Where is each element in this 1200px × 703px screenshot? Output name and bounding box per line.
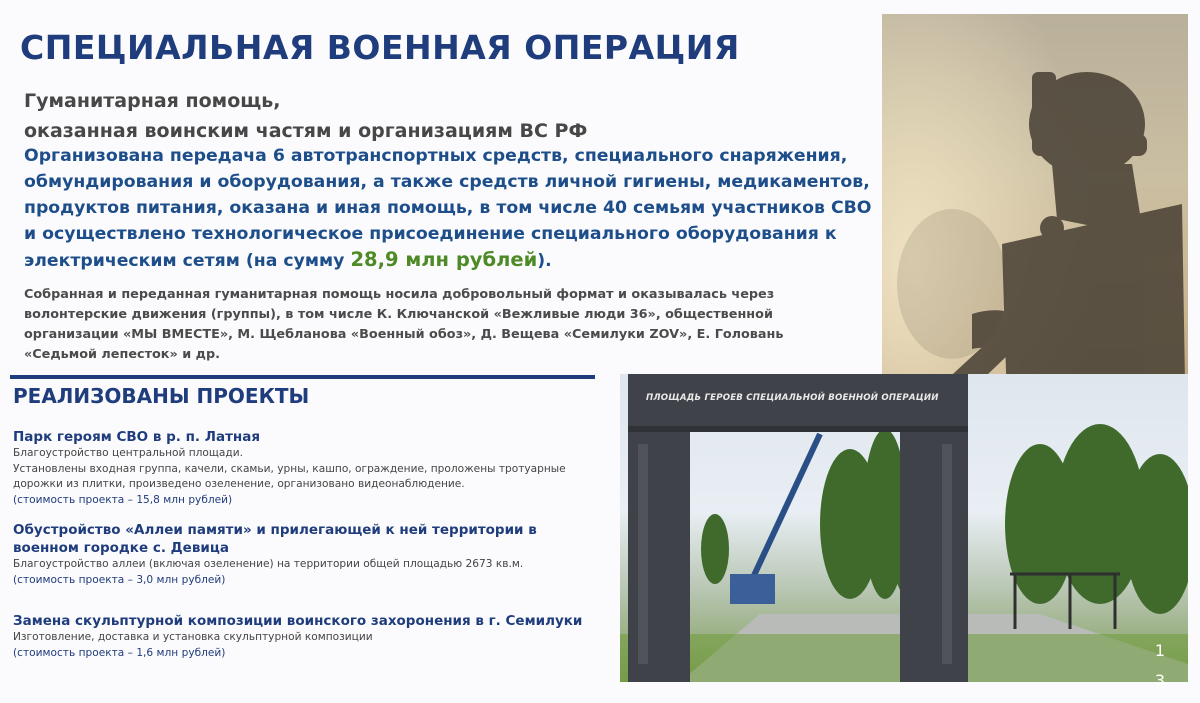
aid-body-line: Организована передача 6 автотранспортных средств, специального снаряжения,	[24, 146, 848, 166]
project-item	[13, 521, 623, 588]
project-description: дорожки из плитки, произведено озеленение, организовано видеонаблюдение.	[13, 478, 465, 490]
page-number	[1150, 636, 1170, 696]
aid-body-line	[24, 247, 874, 274]
project-cost: (стоимость проекта – 1,6 млн рублей)	[13, 646, 226, 659]
project-description: Благоустройство центральной площади.	[13, 447, 243, 459]
section-divider	[10, 375, 595, 379]
aid-heading-line: Гуманитарная помощь,	[24, 90, 281, 112]
project-title: военном городке с. Девица	[13, 540, 229, 556]
project-cost: (стоимость проекта – 15,8 млн рублей)	[13, 493, 233, 506]
aid-amount: 28,9 млн рублей	[350, 248, 538, 271]
note-line: «Седьмой лепесток» и др.	[24, 347, 220, 362]
aid-body-text: электрическим сетям (на сумму	[24, 251, 351, 271]
aid-heading-line: оказанная воинским частям и организациям ВС РФ	[24, 120, 588, 142]
aid-heading	[24, 86, 624, 146]
project-item	[13, 612, 623, 661]
note-line: организации «МЫ ВМЕСТЕ», М. Щебланова «Военный обоз», Д. Вещева «Семилуки ZOV», Е. Головань	[24, 327, 784, 342]
project-cost: (стоимость проекта – 3,0 млн рублей)	[13, 573, 226, 586]
project-item	[13, 428, 623, 508]
project-description: Изготовление, доставка и установка скульптурной композиции	[13, 631, 373, 643]
volunteer-note	[24, 285, 844, 365]
project-title: Обустройство «Аллеи памяти» и прилегающей к ней территории в	[13, 522, 537, 538]
project-description: Благоустройство аллеи (включая озеленение) на территории общей площадью 2673 кв.м.	[13, 558, 524, 570]
project-title: Замена скульптурной композиции воинского захоронения в г. Семилуки	[13, 613, 583, 629]
aid-description	[24, 143, 874, 274]
aid-body-line: обмундирования и оборудования, а также средств личной гигиены, медикаментов,	[24, 172, 870, 192]
aid-body-text: ).	[537, 251, 552, 271]
aid-body-line: и осуществлено технологическое присоединение специального оборудования к	[24, 224, 837, 244]
project-title: Парк героям СВО в р. п. Латная	[13, 429, 261, 445]
aid-body-line: продуктов питания, оказана и иная помощь, в том числе 40 семьям участников СВО	[24, 198, 872, 218]
page-number-digit: 3	[1154, 671, 1166, 690]
note-line: волонтерские движения (группы), в том числе К. Ключанской «Вежливые люди 36», общественной	[24, 307, 773, 322]
memorial-arch-photo	[620, 374, 1188, 682]
arch-inscription: ПЛОЩАДЬ ГЕРОЕВ СПЕЦИАЛЬНОЙ ВОЕННОЙ ОПЕРАЦИИ	[646, 393, 939, 403]
projects-section-title: РЕАЛИЗОВАНЫ ПРОЕКТЫ	[13, 384, 310, 408]
page-title: СПЕЦИАЛЬНАЯ ВОЕННАЯ ОПЕРАЦИЯ	[20, 28, 740, 67]
note-line: Собранная и переданная гуманитарная помощь носила добровольный формат и оказывалась через	[24, 287, 775, 302]
page-number-digit: 1	[1154, 641, 1166, 660]
project-description: Установлены входная группа, качели, скамьи, урны, кашпо, ограждение, проложены тротуарные	[13, 462, 566, 475]
